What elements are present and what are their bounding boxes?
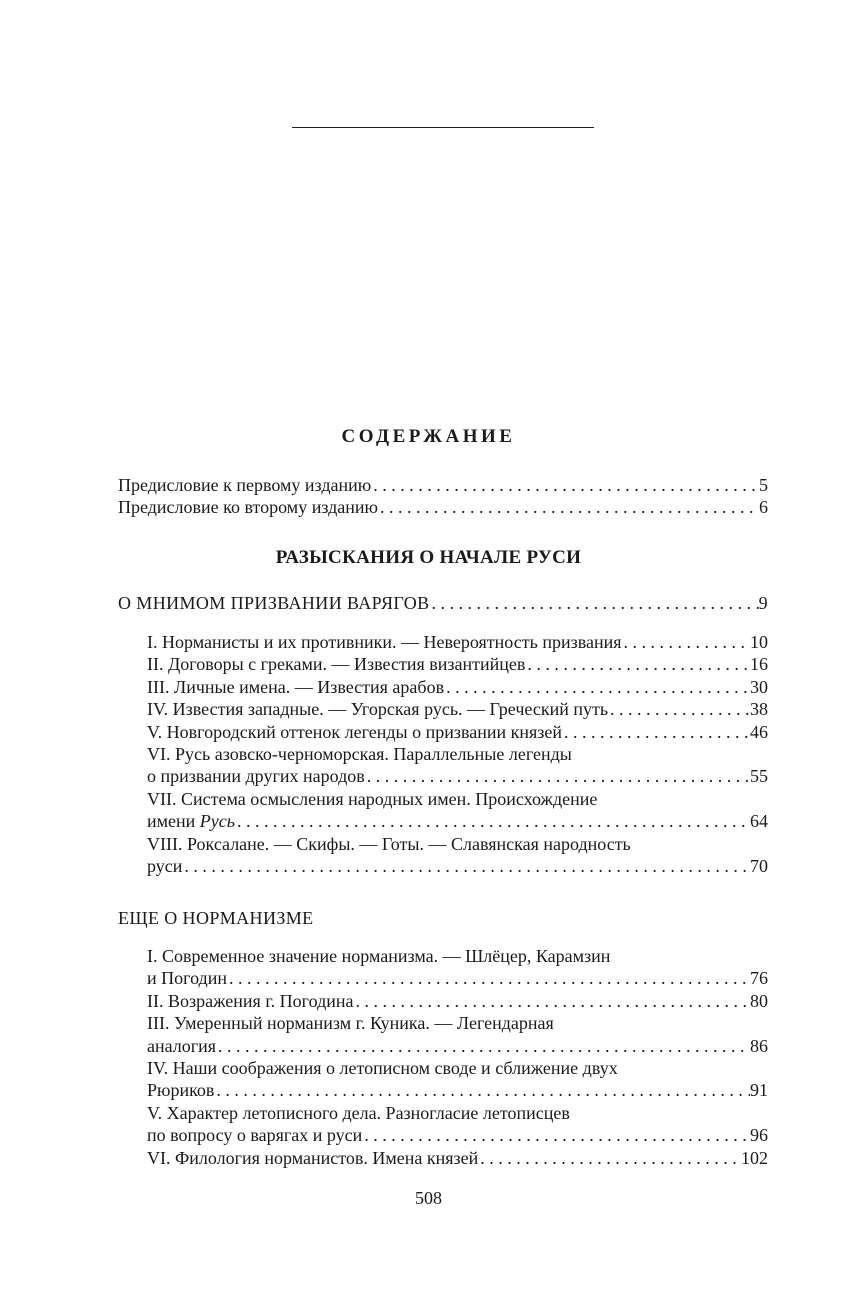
- toc-entry[interactable]: III. Личные имена. — Известия арабов . . . 30: [147, 676, 768, 698]
- dot-leader: [622, 631, 751, 653]
- dot-leader: [378, 496, 759, 518]
- toc-entry-line[interactable]: VII. Система осмысления народных имен. Происхождение: [147, 788, 598, 809]
- toc-page: 46: [750, 721, 768, 742]
- italic-term: Русь: [199, 811, 235, 832]
- dot-leader: [371, 474, 759, 496]
- toc-entry-line[interactable]: IV. Наши соображения о летописном своде и сближение двух: [147, 1057, 618, 1078]
- toc-entry[interactable]: Рюриков . . . 91: [147, 1079, 768, 1101]
- top-rule: [292, 127, 594, 128]
- toc-entry[interactable]: и Погодин . . . 76: [147, 967, 768, 989]
- toc-entry[interactable]: II. Возражения г. Погодина . . . 80: [147, 990, 768, 1012]
- toc-entry-line[interactable]: VI. Русь азовско-черноморская. Параллельные легенды: [147, 743, 572, 764]
- toc-entry[interactable]: по вопросу о варягах и руси . . . 96: [147, 1124, 768, 1146]
- dot-leader: [365, 765, 750, 787]
- toc-page: 80: [750, 990, 768, 1011]
- dot-leader: [182, 855, 750, 877]
- section2-chapters: [147, 945, 768, 1169]
- part-title: РАЗЫСКАНИЯ О НАЧАЛЕ РУСИ: [275, 547, 582, 568]
- toc-page: 64: [750, 811, 768, 832]
- toc-page: 16: [750, 654, 768, 675]
- toc-entry-line[interactable]: III. Умеренный норманизм г. Куника. — Легендарная: [147, 1013, 554, 1034]
- dot-leader: [354, 990, 750, 1012]
- toc-entry[interactable]: руси . . . 70: [147, 855, 768, 877]
- toc-entry[interactable]: I. Норманисты и их противники. — Невероятность призвания . . . 10: [147, 631, 768, 653]
- toc-page: 102: [741, 1147, 768, 1168]
- toc-entry[interactable]: аналогия . . . 86: [147, 1035, 768, 1057]
- toc-page: 38: [750, 699, 768, 720]
- toc-entry[interactable]: II. Договоры с греками. — Известия византийцев . . . 16: [147, 653, 768, 675]
- dot-leader: [216, 1035, 750, 1057]
- toc-entry[interactable]: Предисловие ко второму изданию . . . 6: [118, 496, 768, 518]
- dot-leader: [214, 1079, 750, 1101]
- section-heading-2: [118, 907, 768, 929]
- toc-page: 30: [750, 676, 768, 697]
- toc-page: 9: [758, 593, 768, 613]
- section-title[interactable]: ЕЩЕ О НОРМАНИЗМЕ: [118, 908, 314, 928]
- toc-entry[interactable]: VI. Филология норманистов. Имена князей . . . 102: [147, 1147, 768, 1169]
- toc-page: 10: [750, 632, 768, 652]
- page-title: СОДЕРЖАНИЕ: [341, 426, 516, 447]
- toc-page: 5: [759, 475, 768, 495]
- toc-entry-line[interactable]: VIII. Роксалане. — Скифы. — Готы. — Славянская народность: [147, 833, 631, 854]
- dot-leader: [608, 698, 750, 720]
- toc-entry[interactable]: О МНИМОМ ПРИЗВАНИИ ВАРЯГОВ . . . 9: [118, 592, 768, 614]
- dot-leader: [430, 592, 759, 614]
- section1-chapters: [147, 631, 768, 877]
- toc-page: 55: [750, 766, 768, 787]
- dot-leader: [227, 967, 750, 989]
- toc-page: 76: [750, 968, 768, 989]
- toc-page: 96: [750, 1125, 768, 1146]
- toc-entry-line[interactable]: V. Характер летописного дела. Разногласие летописцев: [147, 1102, 570, 1123]
- toc-page: 86: [750, 1035, 768, 1056]
- toc-page: 6: [759, 497, 768, 518]
- dot-leader: [525, 653, 750, 675]
- dot-leader: [362, 1124, 750, 1146]
- toc-entry[interactable]: о призвании других народов . . . 55: [147, 765, 768, 787]
- toc-page: 70: [750, 855, 768, 876]
- front-matter: [118, 474, 768, 519]
- toc-entry[interactable]: Предисловие к первому изданию . . . 5: [118, 474, 768, 496]
- dot-leader: [235, 810, 750, 832]
- page-number: 508: [415, 1188, 442, 1208]
- toc-entry-line[interactable]: I. Современное значение норманизма. — Шлёцер, Карамзин: [147, 946, 611, 966]
- toc-entry[interactable]: IV. Известия западные. — Угорская русь. — Греческий путь . . . 38: [147, 698, 768, 720]
- toc-page: 91: [750, 1080, 768, 1101]
- dot-leader: [444, 676, 750, 698]
- dot-leader: [478, 1147, 741, 1169]
- toc-entry[interactable]: имени Русь . . . 64: [147, 810, 768, 832]
- toc-entry[interactable]: V. Новгородский оттенок легенды о призвании князей . . . 46: [147, 721, 768, 743]
- section-heading-1: [118, 592, 768, 614]
- dot-leader: [562, 721, 750, 743]
